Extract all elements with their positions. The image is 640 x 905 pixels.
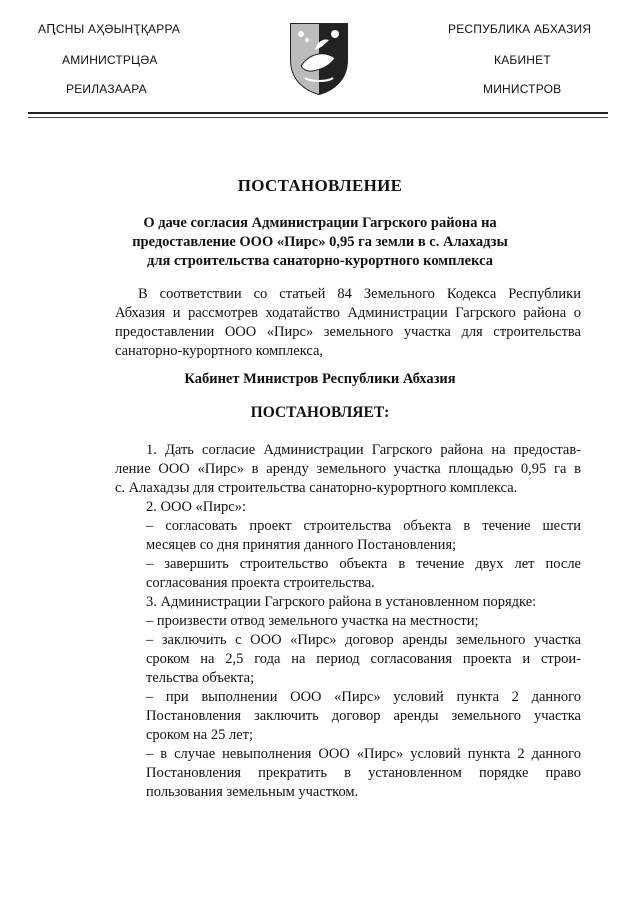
item3-line-2: – заключить с ООО «Пирс» договор аренды земельного участка [146,632,581,648]
header-right-line-3: МИНИСТРОВ [483,82,562,96]
abkhazia-coat-of-arms-icon [287,20,351,96]
item2-line-3: – завершить строительство объекта в течение двух лет после [146,556,581,572]
item3-line-1: – произвести отвод земельного участка на местности; [146,613,479,629]
item2-heading: 2. ООО «Пирс»: [146,499,246,515]
resolves-heading: ПОСТАНОВЛЯЕТ: [250,404,390,421]
preamble-line-1: В соответствии со статьей 84 Земельного Кодекса Республики [138,286,581,302]
header-left-line-3: РЕИЛАЗААРА [66,82,147,96]
subject-line-1: О даче согласия Администрации Гагрского района на [143,215,497,231]
header-left-line-1: АԤСНЫ АҲӘЫНҬҚАРРА [38,22,181,36]
item3-heading: 3. Администрации Гагрского района в установленном порядке: [146,594,537,610]
header-left-line-2: АМИНИСТРЦӘА [62,53,158,67]
header-right-line-1: РЕСПУБЛИКА АБХАЗИЯ [448,22,592,36]
preamble-line-3: предоставлении ООО «Пирс» земельного участка для строительства [115,324,581,340]
item2-line-1: – согласовать проект строительства объекта в течение шести [146,518,581,534]
item3-line-6: Постановления заключить договор аренды земельного участка [146,708,581,724]
preamble-line-4: санаторно-курортного комплекса, [115,343,324,359]
item1-line-1: 1. Дать согласие Администрации Гагрского района на предостав- [146,442,581,458]
item1-line-2: ление ООО «Пирс» в аренду земельного участка площадью 0,95 га в [115,461,581,477]
header-divider-thin [28,117,608,118]
issuer-line: Кабинет Министров Республики Абхазия [184,371,456,387]
subject-line-3: для строительства санаторно-курортного комплекса [147,253,493,269]
item3-line-8: – в случае невыполнения ООО «Пирс» условий пункта 2 данного [146,746,581,762]
item3-line-3: сроком на 2,5 года на период согласования проекта и строи- [146,651,581,667]
item1-line-3: с. Алахадзы для строительства санаторно-курортного комплекса. [115,480,518,496]
subject-line-2: предоставление ООО «Пирс» 0,95 га земли в с. Алахадзы [132,234,508,250]
document-title: ПОСТАНОВЛЕНИЕ [237,176,403,195]
item2-line-2: месяцев со дня принятия данного Постановления; [146,537,457,553]
item3-line-4: тельства объекта; [146,670,255,686]
document-subject [110,214,530,271]
item2-line-4: согласования проекта строительства. [146,575,375,591]
header-divider-thick [28,112,608,114]
item3-line-10: пользования земельным участком. [146,784,359,800]
item3-line-7: сроком на 25 лет; [146,727,254,743]
header-right-line-2: КАБИНЕТ [494,53,551,67]
item3-line-9: Постановления прекратить в установленном порядке право [146,765,581,781]
item3-line-5: – при выполнении ООО «Пирс» условий пункта 2 данного [146,689,581,705]
preamble-line-2: Абхазия и рассмотрев ходатайство Администрации Гагрского района о [115,305,581,321]
